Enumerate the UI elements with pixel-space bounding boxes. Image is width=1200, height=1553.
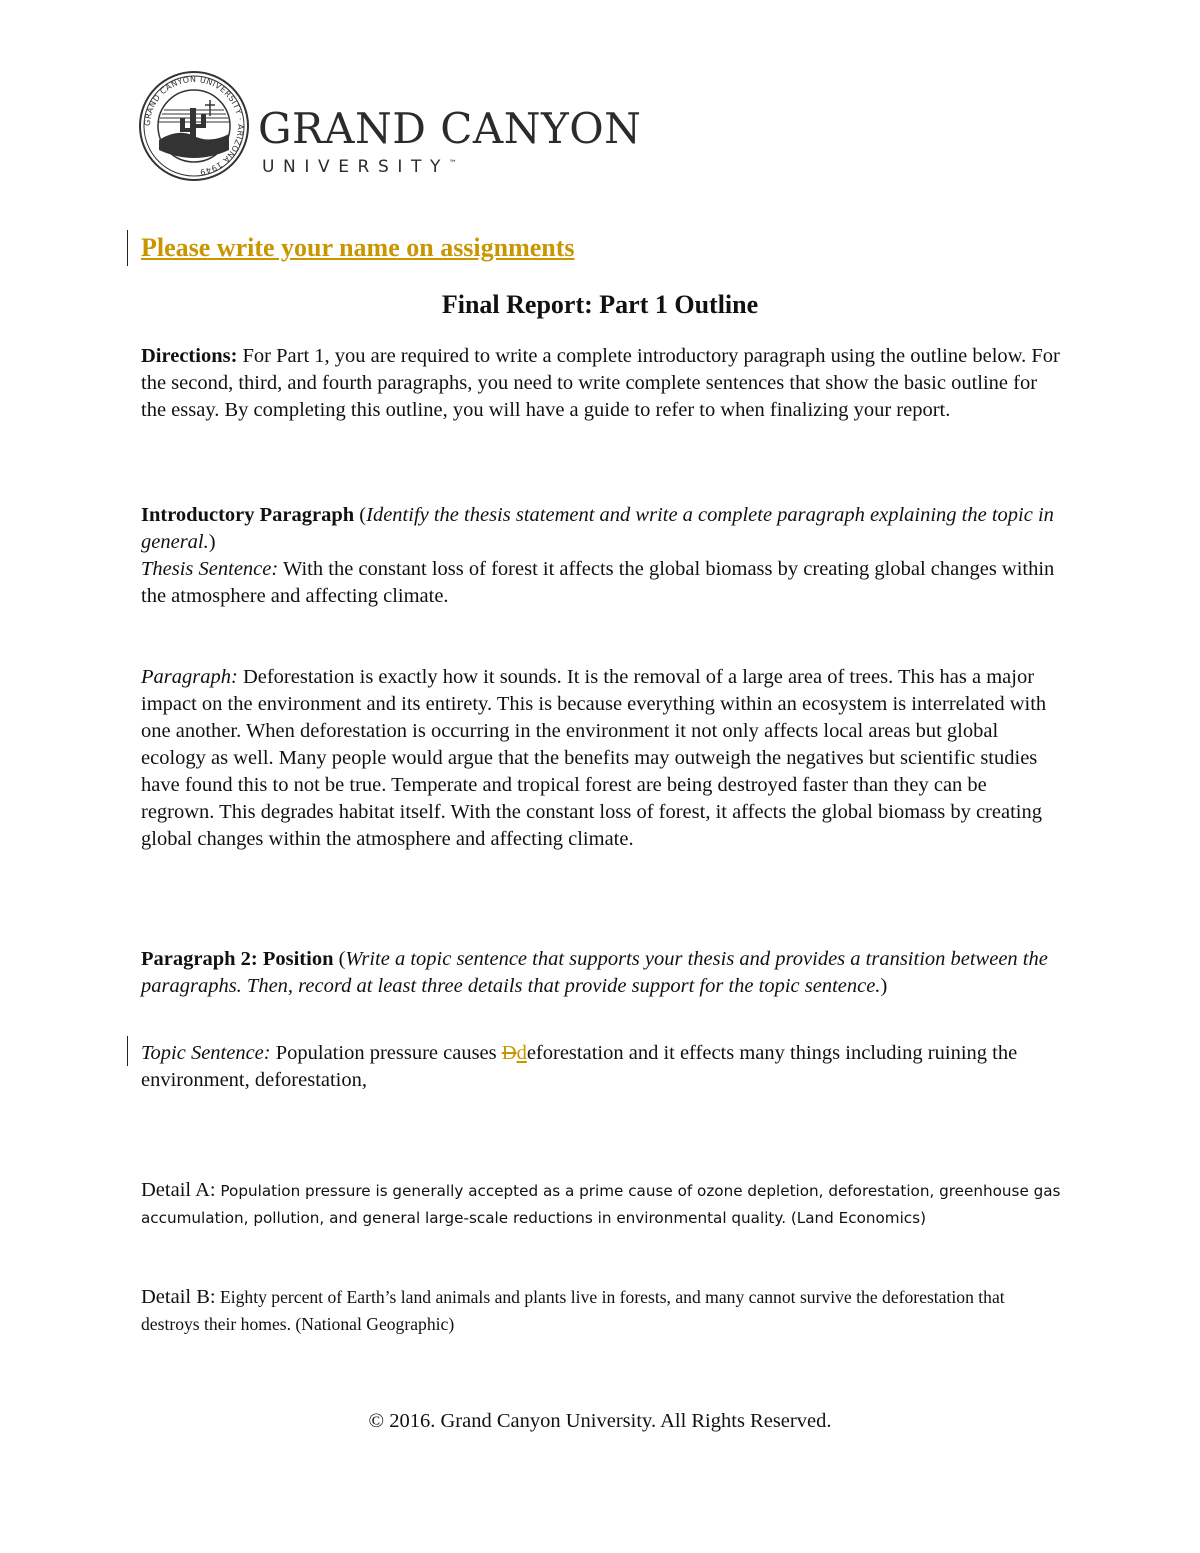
name-notice: Please write your name on assignments — [141, 233, 575, 262]
paragraph2-instruction: Write a topic sentence that supports your thesis and provides a transition between the paragraphs. Then, record at least three details that provide support for the topic sentence. — [141, 948, 1048, 997]
directions-paragraph — [141, 343, 1061, 424]
svg-text:GRAND CANYON UNIVERSITY · ARIZ: GRAND CANYON UNIVERSITY · ARIZONA 1949 — [142, 74, 246, 177]
paragraph-text: Deforestation is exactly how it sounds. It is the removal of a large area of trees. This has a major impact on the environment and its entirety. This is because everything within an ecosystem is interrelated with one another. When deforestation is occurring in the environment it not only affects local areas but global ecology as well. Many people would argue that the benefits may outweigh the negatives but scientific studies have found this to not be true. Temperate and tropical forest are being destroyed faster than they can be regrown. This degrades habitat itself. With the constant loss of forest, it affects the global biomass by creating global changes within the atmosphere and affecting climate. — [141, 666, 1047, 850]
topic-label: Topic Sentence: — [141, 1042, 271, 1064]
directions-text: For Part 1, you are required to write a complete introductory paragraph using the outline below. For the second, third, and fourth paragraphs, you need to write complete sentences that show the basic outline for the essay. By completing this outline, you will have a guide to refer to when finalizing your report. — [141, 345, 1060, 421]
detail-a-text: Population pressure is generally accepted as a prime cause of ozone depletion, deforestation, greenhouse gas accumulation, pollution, and general large-scale reductions in environmental quality. (Land Economics) — [141, 1182, 1061, 1227]
detail-a-label: Detail A: — [141, 1179, 216, 1201]
university-seal-logo — [138, 70, 250, 182]
paragraph2-heading-block: Paragraph 2: Position (Write a topic sentence that supports your thesis and provides a transition between the paragraphs. Then, record at least three details that provide support for the topic sentence.) — [141, 948, 1048, 997]
thesis-label: Thesis Sentence: — [141, 558, 279, 580]
detail-a-block — [141, 1177, 1061, 1231]
paragraph-label: Paragraph: — [141, 666, 238, 688]
change-bar — [127, 1036, 128, 1066]
university-wordmark: GRAND CANYON — [258, 104, 642, 153]
directions-label: Directions: — [141, 345, 238, 367]
topic-sentence-block: Topic Sentence: Population pressure causes Ddeforestation and it effects many things including ruining the environment, deforestation, — [141, 1042, 1018, 1091]
tracked-insertion: d — [516, 1042, 527, 1064]
change-bar — [127, 230, 128, 266]
copyright-footer: © 2016. Grand Canyon University. All Rights Reserved. — [368, 1410, 832, 1432]
detail-b-text: Eighty percent of Earth’s land animals and plants live in forests, and many cannot survive the deforestation that destroys their homes. (National Geographic) — [141, 1287, 1005, 1334]
university-wordmark-sub: UNIVERSITY™ — [262, 157, 457, 177]
detail-b-label: Detail B: — [141, 1286, 216, 1308]
intro-heading: Introductory Paragraph — [141, 504, 355, 526]
tracked-deletion: D — [501, 1042, 517, 1064]
intro-instruction: Identify the thesis statement and write a complete paragraph explaining the topic in general. — [141, 504, 1054, 553]
detail-b-block — [141, 1284, 1061, 1338]
paragraph2-heading: Paragraph 2: Position — [141, 948, 334, 970]
intro-paragraph — [141, 664, 1061, 853]
thesis-text: With the constant loss of forest it affects the global biomass by creating global changes within the atmosphere and affecting climate. — [141, 558, 1055, 607]
page-title: Final Report: Part 1 Outline — [441, 290, 759, 319]
intro-heading-block: Introductory Paragraph (Identify the thesis statement and write a complete paragraph explaining the topic in general.) Thesis Sentence: With the constant loss of forest it affects the global biomass by creating global changes within the atmosphere and affecting climate. — [141, 504, 1055, 607]
